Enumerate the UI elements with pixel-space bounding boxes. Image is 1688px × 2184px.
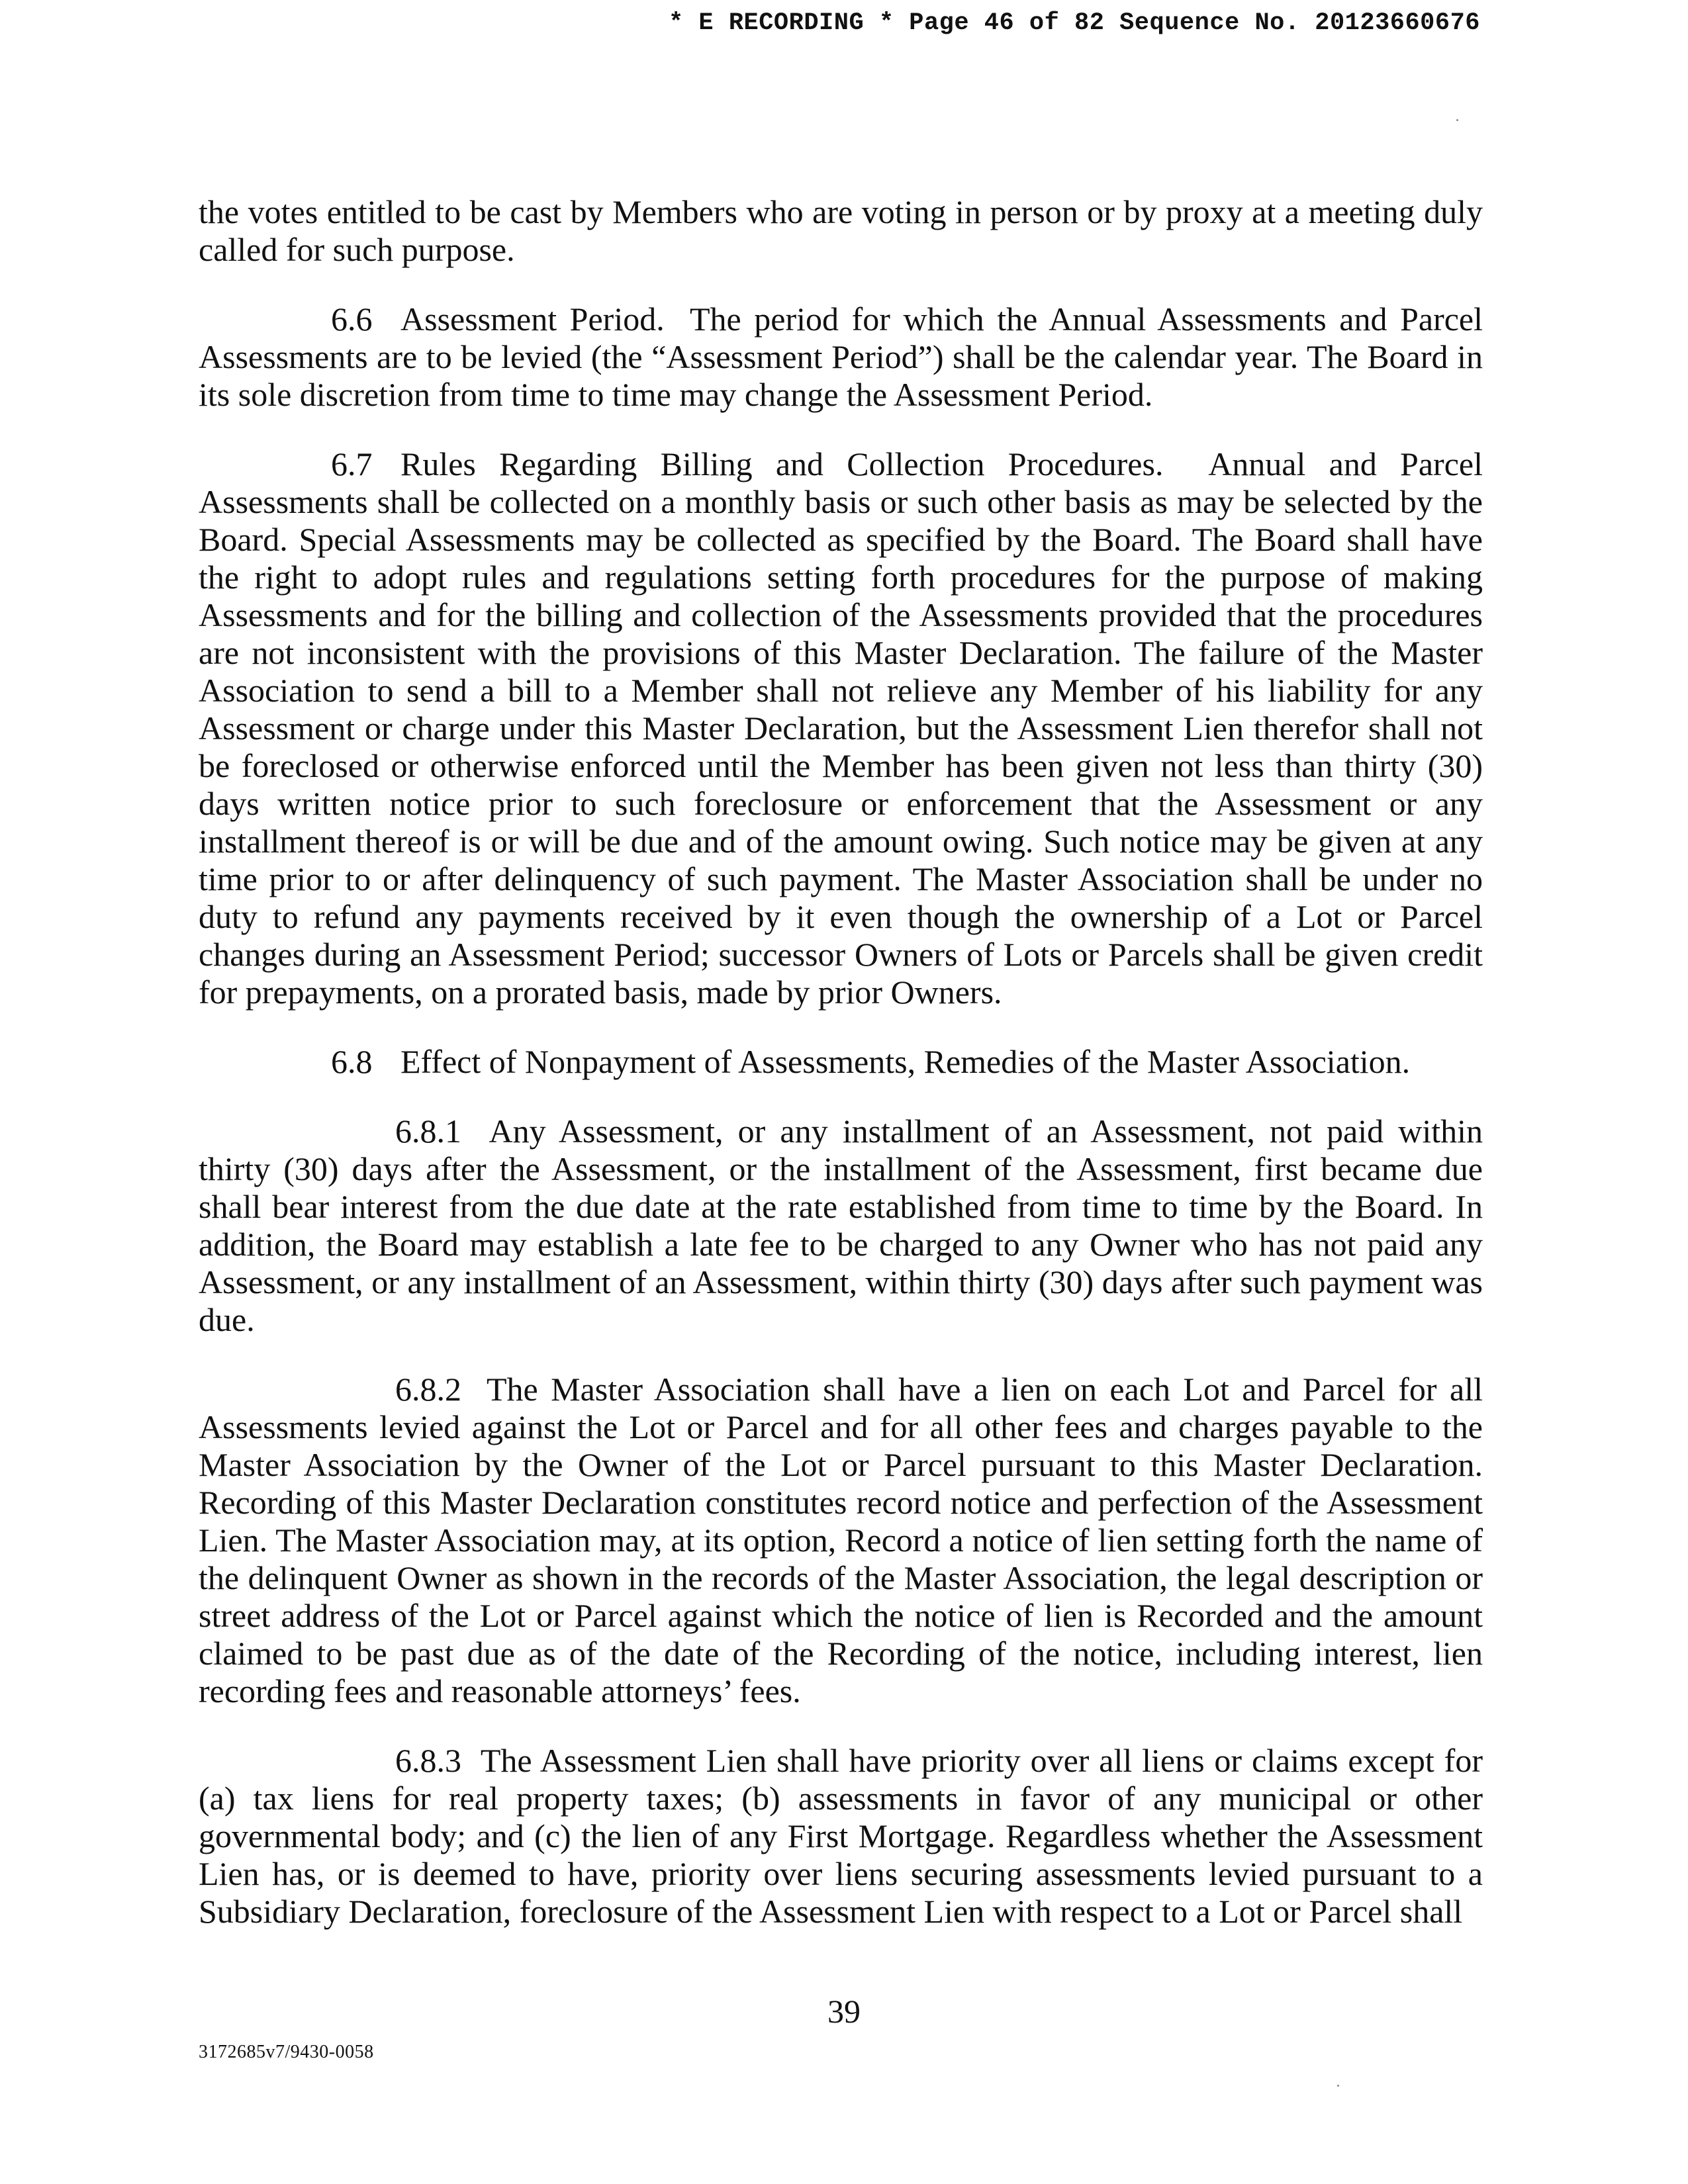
- section-number: 6.8.2: [395, 1371, 461, 1408]
- section-number: 6.8.3: [395, 1742, 461, 1779]
- section-text: The period for which the Annual Assessments and Parcel Assessments are to be levied (the “Assessment Period”) shall be the calendar year. The Board in its sole discretion from time to time may change the Assessment Period.: [199, 300, 1483, 413]
- section-6-6: [199, 300, 1483, 414]
- document-body: [199, 193, 1483, 1962]
- section-6-8-1: [199, 1113, 1483, 1339]
- section-number: 6.8.1: [395, 1113, 461, 1150]
- section-text: Annual and Parcel Assessments shall be collected on a monthly basis or such other basis as may be selected by the Board. Special Assessments may be collected as specified by the Board. The Board shall have the right to adopt rules and regulations setting forth procedures for the purpose of making Assessments and for the billing and collection of the Assessments provided that the procedures are not inconsistent with the provisions of this Master Declaration. The failure of the Master Association to send a bill to a Member shall not relieve any Member of his liability for any Assessment or charge under this Master Declaration, but the Assessment Lien therefor shall not be foreclosed or otherwise enforced until the Member has been given not less than thirty (30) days written notice prior to such foreclosure or enforcement that the Assessment or any installment thereof is or will be due and of the amount owing. Such notice may be given at any time prior to or after delinquency of such payment. The Master Association shall be under no duty to refund any payments received by it even though the ownership of a Lot or Parcel changes during an Assessment Period; successor Owners of Lots or Parcels shall be given credit for prepayments, on a prorated basis, made by prior Owners.: [199, 445, 1483, 1011]
- section-text: The Master Association shall have a lien on each Lot and Parcel for all Assessments levied against the Lot or Parcel and for all other fees and charges payable to the Master Association by the Owner of the Lot or Parcel pursuant to this Master Declaration. Recording of this Master Declaration constitutes record notice and perfection of the Assessment Lien. The Master Association may, at its option, Record a notice of lien setting forth the name of the delinquent Owner as shown in the records of the Master Association, the legal description or street address of the Lot or Parcel against which the notice of lien is Recorded and the amount claimed to be past due as of the date of the Recording of the notice, including interest, lien recording fees and reasonable attorneys’ fees.: [199, 1371, 1483, 1709]
- recording-header: * E RECORDING * Page 46 of 82 Sequence No. 20123660676: [669, 9, 1480, 37]
- section-heading: Assessment Period.: [400, 300, 665, 338]
- section-number: 6.6: [331, 300, 373, 338]
- page-number: 39: [827, 1993, 861, 2030]
- scan-speck: [1456, 119, 1458, 121]
- continuation-paragraph: the votes entitled to be cast by Members who are voting in person or by proxy at a meeting duly called for such purpose.: [199, 193, 1483, 268]
- section-6-8: [199, 1043, 1483, 1081]
- section-heading: Effect of Nonpayment of Assessments, Remedies of the Master Association.: [400, 1043, 1411, 1080]
- document-id: 3172685v7/9430-0058: [199, 2042, 374, 2062]
- section-text: The Assessment Lien shall have priority over all liens or claims except for (a) tax liens for real property taxes; (b) assessments in favor of any municipal or other governmental body; and (c) the lien of any First Mortgage. Regardless whether the Assessment Lien has, or is deemed to have, priority over liens securing assessments levied pursuant to a Subsidiary Declaration, foreclosure of the Assessment Lien with respect to a Lot or Parcel shall: [199, 1742, 1483, 1930]
- section-6-8-2: [199, 1371, 1483, 1710]
- section-6-7: [199, 445, 1483, 1011]
- section-number: 6.7: [331, 445, 373, 482]
- scan-speck: [1337, 2085, 1339, 2087]
- section-number: 6.8: [331, 1043, 373, 1080]
- section-heading: Rules Regarding Billing and Collection Procedures.: [400, 445, 1164, 482]
- section-text: Any Assessment, or any installment of an Assessment, not paid within thirty (30) days after the Assessment, or the installment of the Assessment, first became due shall bear interest from the due date at the rate established from time to time by the Board. In addition, the Board may establish a late fee to be charged to any Owner who has not paid any Assessment, or any installment of an Assessment, within thirty (30) days after such payment was due.: [199, 1113, 1483, 1338]
- section-6-8-3: [199, 1742, 1483, 1931]
